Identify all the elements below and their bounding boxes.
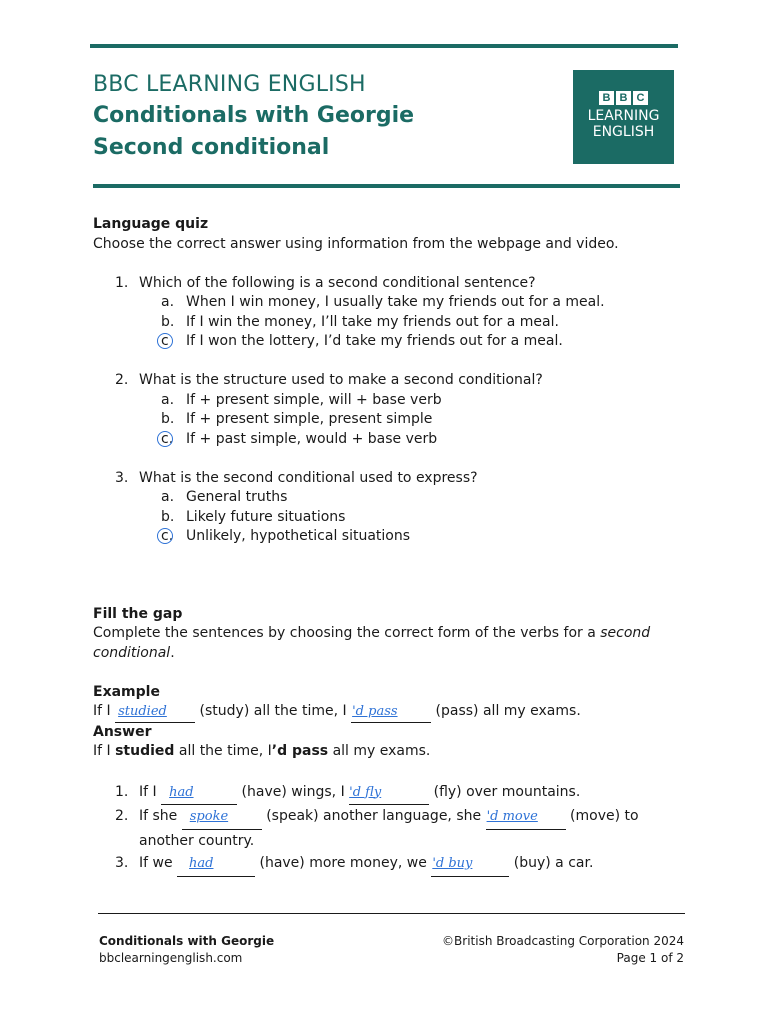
- header-bottom-rule: [93, 184, 680, 188]
- answer-blank[interactable]: [351, 702, 431, 723]
- quiz-heading: Language quiz: [93, 216, 209, 232]
- handwritten-answer: studied: [118, 704, 167, 719]
- quiz-option-selected: [93, 430, 693, 450]
- gap-instruction-text: Complete the sentences by choosing the correct form of the verbs for a: [93, 625, 601, 641]
- quiz-option: [93, 313, 693, 333]
- question-number: 1.: [115, 274, 129, 291]
- gap-item: [93, 781, 693, 806]
- sentence-part: all the time, I: [174, 743, 272, 759]
- answer-blank[interactable]: [182, 805, 262, 830]
- answer-blank[interactable]: [486, 805, 566, 830]
- quiz-option: [93, 391, 693, 411]
- item-number: 1.: [115, 783, 129, 800]
- selected-answer-circle: c.: [161, 527, 173, 547]
- sentence-part: If I: [93, 703, 116, 719]
- gap-instruction-emphasis: conditional: [93, 644, 171, 661]
- footer-left: [99, 933, 274, 967]
- bbc-letter-b2: B: [616, 91, 631, 105]
- example-sentence: [93, 702, 693, 723]
- question-text: What is the structure used to make a second conditional?: [139, 372, 543, 388]
- handwritten-answer: 'd buy: [432, 856, 473, 871]
- document-header: [93, 70, 414, 164]
- handwritten-answer: 'd pass: [352, 704, 398, 719]
- answer-blank[interactable]: [115, 702, 195, 723]
- option-text: When I win money, I usually take my friends out for a meal.: [186, 294, 605, 310]
- bbc-letter-b1: B: [599, 91, 614, 105]
- option-letter: b.: [161, 508, 175, 525]
- answer-blank[interactable]: [177, 852, 255, 877]
- sentence-part: If she: [139, 808, 182, 824]
- item-number: 3.: [115, 855, 129, 871]
- footer-right: [442, 933, 684, 967]
- option-letter: a.: [161, 391, 175, 408]
- option-text: If + past simple, would + base verb: [186, 430, 438, 447]
- footer-copyright: ©British Broadcasting Corporation 2024: [442, 934, 684, 948]
- question-number: 3.: [115, 469, 129, 486]
- sentence-part: (study) all the time, I: [195, 703, 352, 719]
- option-text: Likely future situations: [186, 508, 346, 525]
- sentence-part: If I: [93, 743, 116, 759]
- bbc-blocks: [573, 91, 674, 105]
- quiz-instruction: Choose the correct answer using information from the webpage and video.: [93, 235, 619, 252]
- worksheet-content: [93, 215, 693, 877]
- quiz-option: [93, 508, 693, 528]
- answer-blank[interactable]: [349, 781, 429, 806]
- document-subtitle: Second conditional: [93, 135, 330, 160]
- answer-blank[interactable]: [161, 781, 237, 806]
- footer-url[interactable]: bbclearningenglish.com: [99, 951, 243, 965]
- quiz-option: [93, 410, 693, 430]
- quiz-option-selected: [93, 527, 693, 547]
- sentence-part: all my exams.: [328, 743, 431, 759]
- brand-name: BBC LEARNING ENGLISH: [93, 72, 366, 97]
- header-top-rule: [90, 44, 678, 48]
- answer-label: Answer: [93, 723, 152, 740]
- sentence-part: (pass) all my exams.: [431, 703, 581, 719]
- sentence-part: (buy) a car.: [509, 855, 594, 871]
- quiz-question: [93, 469, 693, 489]
- sentence-part: (fly) over mountains.: [429, 783, 581, 800]
- option-text: If I won the lottery, I’d take my friends out for a meal.: [186, 333, 563, 349]
- handwritten-answer: had: [189, 856, 214, 871]
- logo-line-english: ENGLISH: [592, 124, 655, 140]
- handwritten-answer: 'd fly: [349, 784, 382, 800]
- handwritten-answer: 'd move: [486, 809, 538, 824]
- quiz-option: [93, 488, 693, 508]
- gap-item-continuation: [93, 830, 693, 853]
- gap-heading: Fill the gap: [93, 605, 183, 622]
- bbc-learning-english-logo: [573, 70, 674, 164]
- example-label: Example: [93, 683, 160, 700]
- gap-instruction-emphasis: second: [600, 625, 651, 641]
- logo-line-learning: LEARNING: [587, 108, 660, 124]
- option-text: If + present simple, present simple: [186, 411, 433, 427]
- document-title: Conditionals with Georgie: [93, 103, 415, 128]
- question-number: 2.: [115, 372, 129, 388]
- gap-instruction-end: .: [170, 644, 175, 661]
- handwritten-answer: spoke: [189, 809, 229, 824]
- option-letter: a.: [161, 489, 175, 505]
- answer-bold: ’d pass: [271, 743, 329, 759]
- item-number: 2.: [115, 808, 129, 824]
- quiz-question: [93, 274, 693, 294]
- sentence-part: another country.: [139, 832, 255, 849]
- question-text: Which of the following is a second conditional sentence?: [139, 274, 536, 291]
- gap-item: [93, 805, 693, 830]
- quiz-option-selected: [93, 332, 693, 352]
- answer-bold: studied: [115, 743, 175, 759]
- footer-page-number: Page 1 of 2: [616, 951, 684, 965]
- selected-answer-circle: c.: [161, 430, 173, 450]
- option-letter: a.: [161, 294, 175, 310]
- gap-item: [93, 852, 693, 877]
- option-text: If + present simple, will + base verb: [186, 391, 442, 408]
- selected-answer-circle: c: [161, 332, 169, 352]
- gap-instruction-cont: [93, 644, 693, 664]
- answer-blank[interactable]: [431, 852, 509, 877]
- quiz-option: [93, 293, 693, 313]
- question-text: What is the second conditional used to express?: [139, 469, 478, 486]
- quiz-question: [93, 371, 693, 391]
- option-text: Unlikely, hypothetical situations: [186, 528, 411, 544]
- footer-title: Conditionals with Georgie: [99, 934, 275, 948]
- sentence-part: (have) wings, I: [237, 783, 350, 800]
- sentence-part: (speak) another language, she: [261, 808, 486, 824]
- option-letter: b.: [161, 411, 175, 427]
- option-letter: b.: [161, 313, 175, 330]
- gap-instruction: [93, 624, 693, 644]
- sentence-part: (move) to: [565, 808, 639, 824]
- sentence-part: If we: [139, 855, 178, 871]
- bbc-letter-c: C: [633, 91, 648, 105]
- footer-rule: [98, 913, 685, 914]
- sentence-part: (have) more money, we: [255, 855, 432, 871]
- option-text: General truths: [186, 489, 288, 505]
- answer-sentence: [93, 742, 693, 762]
- option-text: If I win the money, I’ll take my friends out for a meal.: [186, 313, 559, 330]
- sentence-part: If I: [139, 783, 162, 800]
- handwritten-answer: had: [169, 784, 194, 800]
